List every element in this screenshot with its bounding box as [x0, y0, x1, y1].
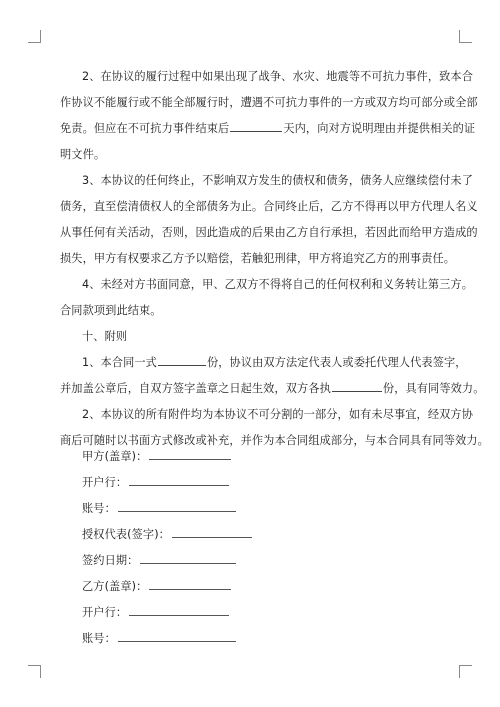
- signature-field[interactable]: [118, 500, 236, 512]
- supp-clause-1-text-d: 份，具有同等效力。: [382, 382, 485, 395]
- clause-2-line-2: 作协议不能履行或不能全部履行时，遭遇不可抗力事件的一方或双方均可部分或全部: [60, 96, 478, 109]
- crop-mark-top-left: [28, 30, 41, 43]
- signature-party-b-seal: [60, 576, 231, 598]
- clause-3-line-3: 从事任何有关活动，否则，因此造成的后果由乙方自行承担，若因此而给甲方造成的: [60, 226, 478, 239]
- clause-3-line-2: 债务，直至偿清债权人的全部债务为止。合同终止后，乙方不得再以甲方代理人名义: [60, 200, 478, 213]
- signature-label: 开户行：: [82, 606, 128, 619]
- clause-3-line-1: 3、本协议的任何终止，不影响双方发生的债权和债务，债务人应继续偿付未了: [82, 174, 473, 187]
- signature-party-a-bank: [60, 472, 229, 494]
- supp-clause-1-text-b: 份，协议由双方法定代表人或委托代理人代表签字，: [206, 356, 467, 369]
- supp-clause-2-line-2: 商后可随时以书面方式修改或补充，并作为本合同组成部分，与本合同具有同等效力。: [60, 434, 489, 447]
- clause-4-line-1: 4、未经对方书面同意，甲、乙双方不得将自己的任何权利和义务转让第三方。: [82, 278, 473, 291]
- supp-clause-1-line-2: [60, 378, 485, 400]
- clause-2-text-b: 天内，向对方说明理由并提供相关的证: [283, 122, 476, 135]
- supp-clause-2-line-1: 2、本协议的所有附件均为本协议不可分割的一部分，如有未尽事宜，经双方协: [82, 408, 473, 421]
- supp-clause-1-text-a: 1、本合同一式: [82, 356, 157, 369]
- signature-date: [60, 550, 236, 572]
- supp-clause-1-line-1: [60, 352, 467, 374]
- signature-field[interactable]: [172, 526, 252, 538]
- section-title: 十、附则: [82, 330, 128, 343]
- clause-3-line-4: 损失，甲方有权要求乙方予以赔偿，若触犯刑律，甲方将追究乙方的刑事责任。: [60, 252, 456, 265]
- signature-field[interactable]: [129, 604, 229, 616]
- signature-label: 开户行：: [82, 476, 128, 489]
- signature-party-b-account: [60, 628, 236, 650]
- clause-2-text-a: 免责。但应在不可抗力事件结束后: [60, 122, 230, 135]
- crop-mark-top-right: [459, 30, 472, 43]
- clause-2-line-1: 2、在协议的履行过程中如果出现了战争、水灾、地震等不可抗力事件，致本合: [82, 70, 473, 83]
- signature-field[interactable]: [149, 448, 231, 460]
- signature-label: 授权代表(签字)：: [82, 528, 170, 541]
- signature-label: 账号：: [82, 502, 116, 515]
- clause-2-line-3: [60, 118, 475, 140]
- signature-field[interactable]: [129, 474, 229, 486]
- signature-label: 乙方(盖章)：: [82, 580, 148, 593]
- clause-4-line-2: 合同款项到此结束。: [60, 304, 162, 317]
- signature-label: 账号：: [82, 632, 116, 645]
- clause-2-line-4: 明文件。: [60, 148, 106, 161]
- signature-authorized-rep: [60, 524, 252, 546]
- signature-label: 甲方(盖章)：: [82, 450, 148, 463]
- signature-party-a-seal: [60, 446, 231, 468]
- supp-clause-1-text-c: 并加盖公章后，自双方签字盖章之日起生效，双方各执: [60, 382, 331, 395]
- signature-field[interactable]: [118, 630, 236, 642]
- days-blank[interactable]: [230, 120, 282, 132]
- crop-mark-bottom-left: [28, 665, 41, 678]
- signature-field[interactable]: [140, 552, 236, 564]
- signature-label: 签约日期：: [82, 554, 139, 567]
- signature-field[interactable]: [149, 578, 231, 590]
- copies-blank[interactable]: [158, 354, 206, 366]
- copies-each-blank[interactable]: [332, 380, 382, 392]
- signature-party-b-bank: [60, 602, 229, 624]
- signature-party-a-account: [60, 498, 236, 520]
- crop-mark-bottom-right: [459, 665, 472, 678]
